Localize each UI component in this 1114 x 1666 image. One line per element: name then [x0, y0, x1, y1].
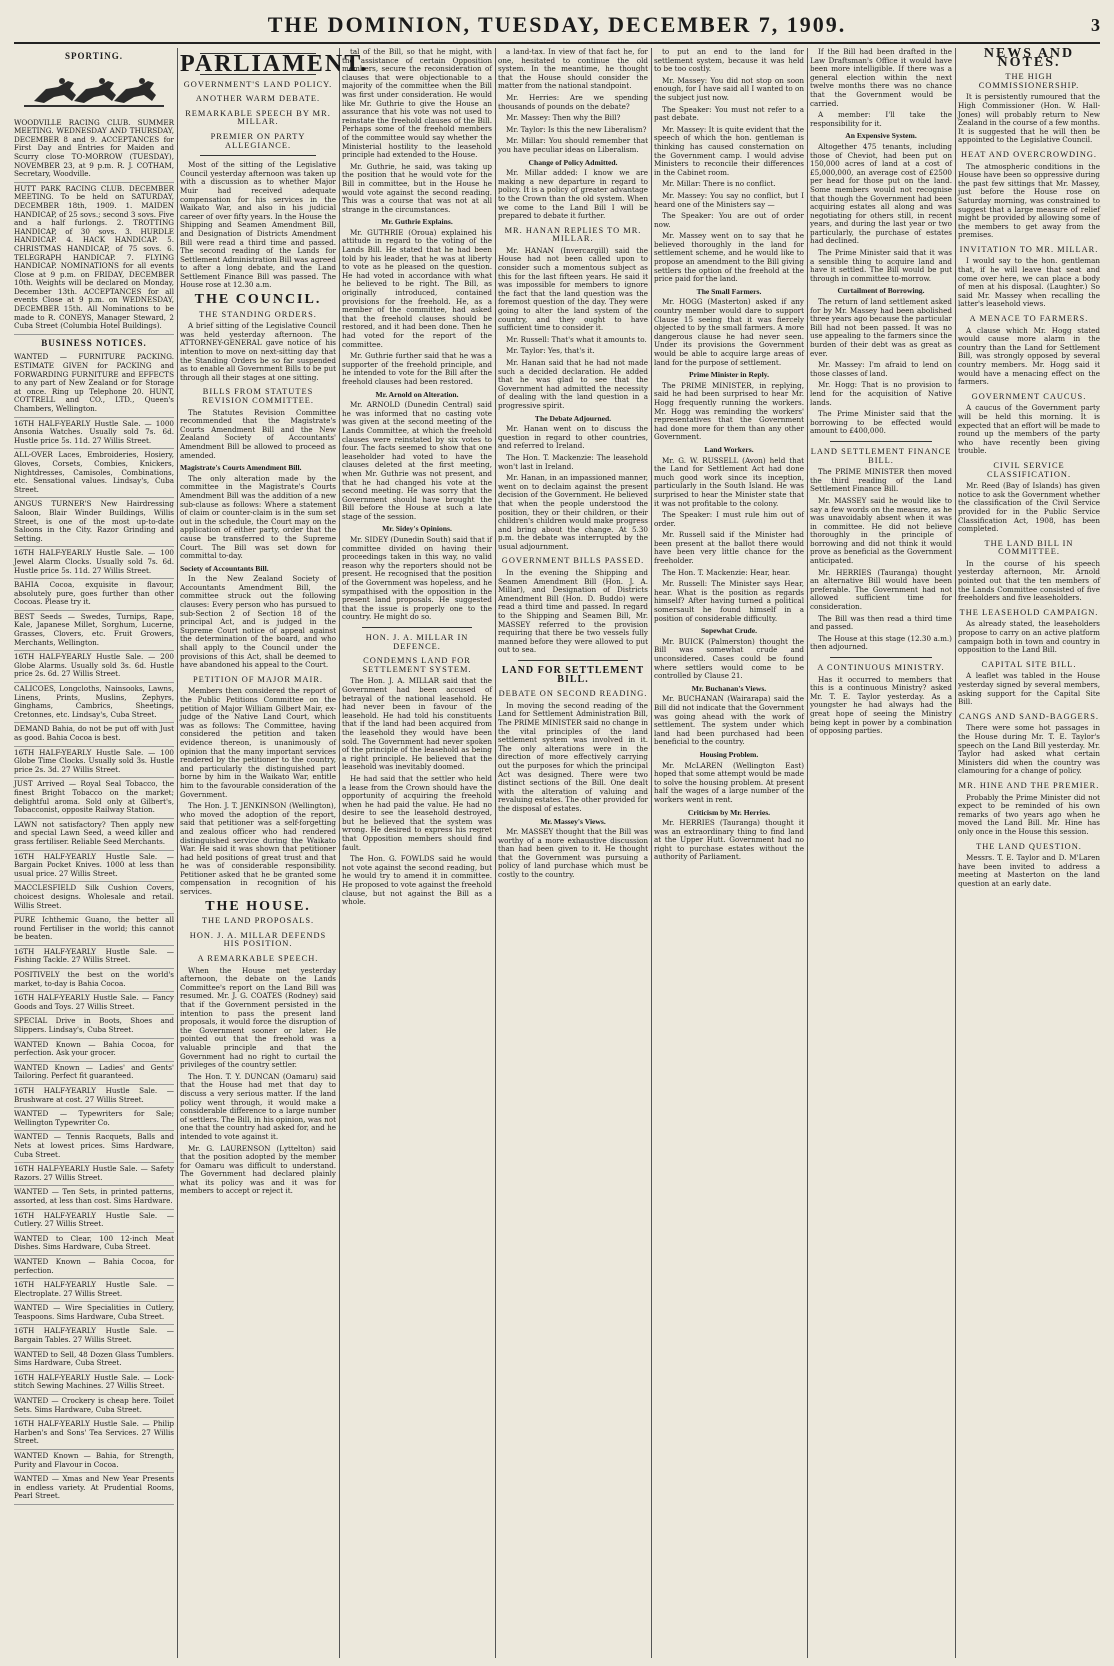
classified-ad: 16TH HALF-YEARLY Hustle Sale. — Lock-stitch Sewing Machines. 27 Willis Street.	[14, 1372, 174, 1395]
paragraph: The Bill was then read a third time and passed.	[810, 613, 952, 632]
subheading: Prime Minister in Reply.	[688, 370, 769, 380]
paragraph: Mr. Taylor: Is this the new Liberalism?	[506, 124, 647, 134]
divider	[830, 441, 932, 442]
subheading: Magistrate's Courts Amendment Bill.	[180, 463, 302, 473]
subheading: THE LAND QUESTION.	[976, 841, 1082, 851]
paragraph: Mr. HOGG (Masterton) asked if any country member would dare to support Clause 15 seeing that it was fiercely objected to by the small farmers. A more dangerous clause he had never seen. Under its provisions the Government would be able to acquire large areas of land for the purpose of settlement.	[654, 297, 804, 367]
classified-ad: ANGUS TURNER'S New Hairdressing Saloon, Blair Winder Buildings, Willis Street, is one of the most up-to-date Saloons in the City. Razor Grinding and Setting.	[14, 498, 174, 547]
house-heading: THE HOUSE.	[205, 898, 311, 914]
subheading: HEAT AND OVERCROWDING.	[960, 149, 1098, 159]
paragraph: Mr. Millar: There is no conflict.	[662, 179, 776, 189]
classified-ad: 16TH HALF-YEARLY Hustle Sale. — Cutlery. 27 Willis Street.	[14, 1210, 174, 1233]
news-notes-heading: NEWS AND NOTES.	[983, 46, 1075, 70]
paragraph: The Prime Minister said that the borrowing to be effected would amount to £400,000.	[810, 409, 952, 436]
paragraph: Mr. Taylor: Yes, that's it.	[506, 346, 595, 356]
paragraph: In the New Zealand Society of Accountants Amendment Bill, the committee struck out the following clauses: Every person who has pursued to sub-Section 2 of Section 18 of the principal Act, and is judged in the Supreme Court notice of appeal against the determination of the board, and who shall apply to the Council under the provisions of this Act, shall be deemed to have abandoned his appeal to the Court.	[180, 574, 336, 670]
furniture-packing-ad: WANTED — FURNITURE PACKING. ESTIMATE GIVEN for PACKING and FORWARDING FURNITURE and EFFECTS to any part of New Zealand or for Storage at once. Ring up Telephone 20. HUNT, COTTRELL and CO., LTD., Queen's Chambers, Wellington.	[14, 351, 174, 417]
classified-ad: WANTED Known — Bahia, for Strength, Purity and Flavour in Cocoa.	[14, 1450, 174, 1473]
paragraph: Mr. HERRIES (Tauranga) thought an alternative Bill would have been preferable. The Government had not allowed sufficient time for consideration.	[810, 567, 952, 612]
subheading: Land Workers.	[704, 444, 754, 454]
classified-ad: WANTED to Sell, 48 Dozen Glass Tumblers. Sims Hardware, Cuba Street.	[14, 1349, 174, 1372]
classified-ad: BAHIA Cocoa, exquisite in flavour, absolutely pure, goes further than other Cocoas. Please try it.	[14, 579, 174, 611]
classified-ad: 16TH HALF-YEARLY Hustle Sale. — Fishing Tackle. 27 Willis Street.	[14, 946, 174, 969]
section-heading-sporting: SPORTING.	[65, 51, 123, 61]
masthead	[14, 8, 1100, 44]
classified-ad: CALICOES, Longcloths, Nainsooks, Lawns, Linens, Prints, Muslins, Zephyrs, Ginghams, Cambrics, Sheetings, Cretonnes, etc. Lindsay's, Cuba Street.	[14, 683, 174, 723]
paragraph: Mr. Massey: It is quite evident that the speech of which the hon. gentleman is thinking has caused consternation on the Government camp. I would advise Ministers to reconcile their differences in the Cabinet room.	[654, 124, 804, 177]
paragraph: Mr. Hanan went on to discuss the question in regard to other countries, and referred to Ireland.	[498, 424, 648, 451]
column-3	[342, 48, 492, 1658]
paragraph: A clause which Mr. Hogg stated would cause more alarm in the country than the Land for Settlement Bill, was strongly opposed by several country members. Mr. Hogg said it would have a menacing effect on the farmers.	[958, 325, 1100, 387]
classified-ad: WANTED — Typewriters for Sale; Wellington Typewriter Co.	[14, 1108, 174, 1131]
classified-ad: 16TH HALF-YEARLY Hustle Sale. — 100 Globe Time Clocks. Usually sold 3s. Hustle price 2s. 3d. 27 Willis Street.	[14, 747, 174, 779]
subheading: ANOTHER WARM DEBATE.	[195, 94, 321, 104]
paragraph: In the evening the Shipping and Seamen Amendment Bill (Hon. J. A. Millar), and Designation of Districts Amendment Bill (Hon. D. Buddo) were read a third time and passed. In regard to the Shipping and Seamen Bill, Mr. MASSEY referred to the provision requiring that there be two vessels fully manned before they were allowed to put out to sea.	[498, 568, 648, 655]
subheading: The Debate Adjourned.	[534, 413, 612, 423]
classified-ad: 16TH HALF-YEARLY Hustle Sale. — 100 Jewel Alarm Clocks. Usually sold 7s. 6d. Hustle price 5s. 11d. 27 Willis Street.	[14, 547, 174, 579]
paragraph: A member: I'll take the responsibility for it.	[810, 110, 952, 128]
subheading: Curtailment of Borrowing.	[837, 286, 925, 296]
paragraph: Mr. Millar added: I know we are making a new departure in regard to policy. It is a policy of greater advantage to the Crown than the old system. When we come to the Land Bill I will be prepared to debate it further.	[498, 168, 648, 221]
section-heading-business: BUSINESS NOTICES.	[41, 337, 147, 348]
paragraph: The PRIME MINISTER then moved the third reading of the Land Settlement Finance Bill.	[810, 467, 952, 494]
paragraph: Mr. Massey: I'm afraid to lend on those classes of land.	[810, 360, 952, 378]
classified-ad: ALL-OVER Laces, Embroideries, Hosiery, Gloves, Corsets, Combies, Knickers, Nightdresses, Camisoles, Combinations, etc. Sensational values. Lindsay's, Cuba Street.	[14, 449, 174, 498]
paragraph: Mr. G. W. RUSSELL (Avon) held that the Land for Settlement Act had done much good work since its inception, particularly in the South Island. He was surprised to hear the Minister state that it was not profitable to the colony.	[654, 455, 804, 508]
paragraph: Mr. McLAREN (Wellington East) hoped that some attempt would be made to solve the housing problem. At present half the wages of a large number of the workers went in rent.	[654, 760, 804, 804]
paragraph: to put an end to the land for settlement system, because it was held to be too costly.	[654, 47, 804, 74]
column-1	[14, 48, 174, 1658]
paragraph: Mr. GUTHRIE (Oroua) explained his attitude in regard to the voting of the Lands Bill. He stated that he had been told by his leader, that he was at liberty to vote as he pleased on the question. He had voted in accordance with what he believed to be right. The Bill, as originally introduced, contained provisions for the freehold. He, as a member of the committee, had asked that the freehold clauses should be restored, and it had been done. Then he had voted for the report of the committee.	[342, 227, 492, 349]
classified-ad: SPECIAL Drive in Boots, Shoes and Slippers. Lindsay's, Cuba Street.	[14, 1015, 174, 1038]
paragraph: Mr. G. LAURENSON (Lyttelton) said that the position adopted by the member for Oamaru was difficult to understand. The Government had declared plainly what its policy was and it was for members to accept or reject it.	[180, 1143, 336, 1196]
subheading: CANGS AND SAND-BAGGERS.	[958, 711, 1100, 721]
classified-ad: 16TH HALF-YEARLY Hustle Sale. — Philip Harben's and Sons' Tea Services. 27 Willis Street.	[14, 1418, 174, 1450]
paragraph: Mr. HANAN (Invercargill) said the House had not been called upon to consider such a momentous subject as this for the last fifteen years. He said it was impossible for members to ignore the fact that the land question was the foremost question of the day. They were going to alter the land system of the country, and they ought to have sufficient time to consider it.	[498, 245, 648, 333]
paragraph: Mr. Guthrie further said that he was a supporter of the freehold principle, and he intended to vote for the Bill after the freehold clauses had been restored.	[342, 351, 492, 386]
subheading: Mr. Arnold on Alteration.	[375, 389, 459, 399]
subheading: A CONTINUOUS MINISTRY.	[817, 663, 945, 672]
subheading: CAPITAL SITE BILL.	[981, 659, 1077, 669]
paragraph: Mr. SIDEY (Dunedin South) said that if committee divided on having their proceedings taken in this way, no valid reason why the reporters should not be present. He recognised that the position of the Government was hopeless, and he sympathised with the opposition in the present land proposals. He suggested that the issue is properly one to the country. He might do so.	[342, 535, 492, 622]
paragraph: Mr. Reed (Bay of Islands) has given notice to ask the Government whether the classification of the Civil Service provided for in the Public Service Classification Act, 1908, has been completed.	[958, 481, 1100, 534]
newspaper-page	[14, 8, 1100, 1658]
paragraph: a land-tax. In view of that fact he, for one, hesitated to continue the old system. In the meantime, he thought that the House should consider the matter from the national standpoint.	[498, 47, 648, 91]
paragraph: The atmospheric conditions in the House have been so oppressive during the past few sittings that Mr. Massey, just before the House rose on Saturday morning, was constrained to suggest that a large measure of relief might be provided by allowing some of the members to get away from the premises.	[958, 161, 1100, 240]
subheading: THE HIGH COMMISSIONERSHIP.	[978, 72, 1080, 90]
subheading: HON. J. A. MILLAR DEFENDS HIS POSITION.	[189, 930, 327, 949]
subheading: Sopewhat Crude.	[700, 626, 758, 636]
classified-ad: WANTED Known — Bahia Cocoa, for perfection.	[14, 1256, 174, 1279]
paragraph: The Speaker: I must rule him out of order.	[654, 510, 804, 528]
subheading: Mr. Guthrie Explains.	[381, 217, 453, 227]
subheading: CIVIL SERVICE CLASSIFICATION.	[986, 460, 1072, 479]
subheading: MR. HINE AND THE PREMIER.	[958, 780, 1100, 790]
classified-ad: WANTED to Clear, 100 12-inch Meat Dishes. Sims Hardware, Cuba Street.	[14, 1233, 174, 1256]
paragraph: Most of the sitting of the Legislative Council yesterday afternoon was taken up with a discussion as to whether Major Muir had received adequate compensation for his services in the Waikato War, and also in his judicial career of over fifty years. In the House the Shipping and Seamen Amendment Bill, and Designation of Districts Amendment Bill were read a third time and passed. The second reading of the Lands for Settlement Administration Bill was agreed to after a long debate, and the Land Settlement Finance Bill was passed. The House rose at 12.30 a.m.	[180, 160, 336, 290]
subheading: Criticism by Mr. Herries.	[687, 807, 771, 817]
classified-ad: WANTED — Crockery is cheap here. Toilet Sets. Sims Hardware, Cuba Street.	[14, 1395, 174, 1418]
subheading: INVITATION TO MR. MILLAR.	[959, 244, 1099, 254]
classified-ad: POSITIVELY the best on the world's market, to-day is Bahia Cocoa.	[14, 969, 174, 992]
column-5	[654, 48, 804, 1658]
subheading: REMARKABLE SPEECH BY MR. MILLAR.	[185, 108, 331, 127]
paragraph: Mr. Russell said if the Minister had been present at the ballot there would have been very little chance for the freeholder.	[654, 530, 804, 566]
subheading: LAND FOR SETTLEMENT BILL.	[501, 665, 645, 685]
paragraph: Mr. Hogg: That is no provision to lend for the acquisition of Native lands.	[810, 380, 952, 407]
subheading: An Expensive System.	[845, 131, 917, 141]
paragraph: As already stated, the leaseholders propose to carry on an active platform campaign both in town and country in opposition to the Land Bill.	[958, 619, 1100, 655]
paragraph: Mr. MASSEY said he would like to say a few words on the measure, as he was unavoidably absent when it was in committee. He did not believe thoroughly in the principle of borrowing and did not think it would prove as beneficial as the Government anticipated.	[810, 495, 952, 566]
paragraph: A brief sitting of the Legislative Council was held yesterday afternoon. The ATTORNEY-GENERAL gave notice of his intention to move on next-sitting day that the Standing Orders be so far suspended as to enable all Government Bills to be put through all their stages at one sitting.	[180, 321, 336, 382]
subheading: THE LEASEHOLD CAMPAIGN.	[959, 607, 1099, 617]
paragraph: The Hon. J. T. JENKINSON (Wellington), who moved the adoption of the report, said that petitioner was a self-forgetting and zealous officer who had rendered distinguished service during the Waikato War. He said it was shown that petitioner had held positions of great trust and that he was of considerable responsibility. Petitioner asked that he be granted some compensation in recognition of his services.	[180, 801, 336, 897]
classified-ads	[14, 418, 174, 1505]
subheading: Change of Policy Admitted.	[528, 157, 618, 167]
subheading: GOVERNMENT'S LAND POLICY.	[183, 79, 333, 89]
paragraph: Mr. Guthrie, he said, was taking up the position that he would vote for the Bill in committee, but in the House he would vote against the second reading. This was a course that was not at all strange in the circumstances.	[342, 161, 492, 214]
paragraph: A leaflet was tabled in the House yesterday signed by several members, asking support for the Capital Site Bill.	[958, 671, 1100, 707]
column-2	[180, 48, 369, 1658]
paragraph: Mr. Hanan said that he had not made such a decided declaration. He added that he was glad to see that the Government had admitted the necessity of dealing with the land question in a progressive spirit.	[498, 358, 648, 410]
paragraph: Mr. Hanan, in an impassioned manner, went on to declaim against the present decision of the Government. He believed that when the people understood the position, they or their children, or their children's children would make progress and bring about the change. At 5.30 p.m. the debate was interrupted by the usual adjournment.	[498, 473, 648, 551]
subheading: The Small Farmers.	[696, 286, 762, 296]
subheading: GOVERNMENT CAUCUS.	[971, 391, 1087, 401]
subheading: BILLS FROM STATUTES REVISION COMMITTEE.	[201, 387, 315, 405]
paragraph: Mr. Millar: You should remember that you have peculiar ideas on Liberalism.	[498, 136, 648, 154]
classified-ad: 16TH HALF-YEARLY Hustle Sale. — Electroplate. 27 Willis Street.	[14, 1279, 174, 1302]
paragraph: tal of the Bill, so that he might, with the assistance of certain Opposition members, secure the reconsideration of clauses that were objectionable to a majority of the committee when the Bill was first under consideration. He would like Mr. Guthrie to give the House an assurance that his vote was not used to reinstate the freehold clauses of the Bill. Perhaps some of the freehold members of the committee would say whether the Ministerial hostility to the leasehold principle had extended to the House.	[342, 47, 492, 160]
page-number: 3	[1091, 14, 1100, 35]
paragraph: The only alteration made by the committee in the Magistrate's Courts Amendment Bill was the addition of a new sub-clause as follows: Where a statement of claim or counter-claim is in the sum set out in the schedule, the Court may on the application of either party, order that the cause be transferred to the Supreme Court. The Bill was set down for committal to-day.	[180, 473, 336, 561]
hutt-park-racing-ad: HUTT PARK RACING CLUB. DECEMBER MEETING. To be held on SATURDAY, DECEMBER 18th, 1909. 1. MAIDEN HANDICAP, of 25 sovs.; second 3 sovs. Five and a half furlongs. 2. TROTTING HANDICAP, of 30 sovs. 3. HURDLE HANDICAP. 4. HACK HANDICAP. 5. CHRISTMAS HANDICAP, of 75 sovs. 6. TELEGRAPH HANDICAP. 7. FLYING HANDICAP. NOMINATIONS for all events Close at 9 p.m. on FRIDAY, DECEMBER 10th. Weights will be declared on Monday, December 13th. ACCEPTANCES for all events Close at 9 p.m. on WEDNESDAY, DECEMBER 15th. All Nominations to be made to R. CONEYS, Manager Steward, 2 Cuba Street (Columbia Hotel Buildings).	[14, 183, 174, 335]
paragraph: Mr. Herries: Are we spending thousands of pounds on the debate?	[498, 92, 648, 111]
paragraph: The Prime Minister said that it was a sensible thing to acquire land and have it settled. The Bill would be put through in committee to-morrow.	[810, 248, 952, 283]
paragraph: The Hon. T. Mackenzie: Hear, hear.	[662, 567, 791, 577]
parliament-heading: PARLIAMENT.	[180, 51, 369, 77]
classified-ad: MACCLESFIELD Silk Cushion Covers, choicest designs. Wholesale and retail. Willis Street.	[14, 882, 174, 914]
subheading: A MENACE TO FARMERS.	[969, 314, 1089, 324]
classified-ad: WANTED Known — Ladies' and Gents' Tailoring. Perfect fit guaranteed.	[14, 1062, 174, 1085]
paragraph: Mr. Massey: You did not stop on soon enough, for I have said all I wanted to on the subject just now.	[654, 75, 804, 102]
classified-ad: WANTED — Ten Sets, in printed patterns, assorted, at less than cost. Sims Hardware.	[14, 1186, 174, 1209]
columns	[14, 48, 1100, 1658]
classified-ad: 16TH HALF-YEARLY Hustle Sale. — Fancy Goods and Toys. 27 Willis Street.	[14, 992, 174, 1015]
subheading: Mr. Sidey's Opinions.	[382, 524, 452, 534]
paragraph: When the House met yesterday afternoon, the debate on the Lands Committee's report on the Land Bill was resumed. Mr. J. G. COATES (Rodney) said that if the Government persisted in the intention to pass the present land proposals, it would force the disruption of the Government sooner or later. He pointed out that the freehold was a valuable principle and that the Government had no right to curtail the privileges of the country settler.	[180, 965, 336, 1070]
classified-ad: 16TH HALF-YEARLY Hustle Sale. — Bargain Tables. 27 Willis Street.	[14, 1325, 174, 1348]
paragraph: A caucus of the Government party will be held this morning. It is expected that an effort will be made to round up the members of the party who have recently been giving trouble.	[958, 403, 1100, 456]
paragraph: Members then considered the report of the Public Petitions Committee on the petition of Major William Gilbert Mair, ex-judge of the Native Land Court, which was as follows: The Committee, having considered the petition and taken evidence thereon, is unanimously of opinion that the many important services rendered by the petitioner to the country, and particularly the distinguished part borne by him in the Waikato War, entitle him to the favourable consideration of the Government.	[180, 686, 336, 799]
paragraph: The Statutes Revision Committee recommended that the Magistrate's Courts Amendment Bill and the New Zealand Society of Accountants' Amendment Bill be allowed to proceed as amended.	[180, 407, 336, 460]
woodville-racing-ad: WOODVILLE RACING CLUB. SUMMER MEETING. WEDNESDAY AND THURSDAY, DECEMBER 8 and 9. ACCEPTANCES for First Day and Entries for Maiden and Scurry close TO-MORROW (TUESDAY), NOVEMBER 23, at 9 p.m. R. J. COTHAM, Secretary, Woodville.	[14, 117, 174, 183]
classified-ad: 16TH HALF-YEARLY Hustle Sale. — Safety Razors. 27 Willis Street.	[14, 1163, 174, 1186]
paragraph: The Speaker: You are out of order now.	[654, 211, 804, 229]
paragraph: Mr. BUICK (Palmerston) thought the Bill was somewhat crude and unconsidered. Cases could be found where settlers would come to be controlled by Clause 21.	[654, 636, 804, 681]
divider	[518, 660, 628, 661]
classified-ad: JUST Arrived — Royal Seal Tobacco, the finest Bright Tobacco on the market; delightful aroma. Sold only at Gilbert's, Tobacconist, opposite Railway Station.	[14, 778, 174, 818]
subheading: CONDEMNS LAND FOR SETTLEMENT SYSTEM.	[362, 656, 472, 674]
racing-horses-icon	[24, 65, 164, 113]
paragraph: The Hon. T. Mackenzie: The leasehold won't last in Ireland.	[498, 452, 648, 471]
paragraph: If the Bill had been drafted in the Law Draftsman's Office it would have been more intelligible. If there was a general election within the next twelve months there was no chance that the Government would be carried.	[810, 47, 952, 108]
subheading: THE STANDING ORDERS.	[199, 309, 317, 319]
paragraph: Mr. Massey: Then why the Bill?	[506, 113, 621, 123]
paragraph: I would say to the hon. gentleman that, if he will leave that seat and come over here, we can place a body of men at his disposal. (Laughter.) So said Mr. Massey when recalling the latter's leasehold views.	[958, 256, 1100, 309]
paragraph: Mr. ARNOLD (Dunedin Central) said he was informed that no casting vote was given at the second meeting of the Lands Committee, at which the freehold clauses were reinstated by six votes to four. The facts seemed to show that one leaseholder had voted to have the clauses deleted at the first meeting, when Mr. Guthrie was not present, and that he had changed his vote at the second meeting. He was sorry that the Government should have brought the Bill before the House at such a late stage of the session.	[342, 400, 492, 521]
divider	[200, 155, 316, 156]
subheading: MR. HANAN REPLIES TO MR. MILLAR.	[504, 225, 642, 244]
paragraph: There were some hot passages in the House during Mr. T. E. Taylor's speech on the Land Bill yesterday. Mr. Taylor had asked what certain Ministers did when the country was clamouring for a change of policy.	[958, 723, 1100, 776]
subheading: A REMARKABLE SPEECH.	[197, 954, 319, 964]
classified-ad: PURE Ichthemic Guano, the better all round Fertiliser in the world; this cannot be beaten.	[14, 914, 174, 946]
subheading: HON. J. A. MILLAR IN DEFENCE.	[365, 633, 469, 651]
paragraph: Has it occurred to members that this is a continuous Ministry? asked Mr. T. E. Taylor yesterday. As a youngster he had always had the great hope of seeing the Ministry being kept in power by a combination of opposing parties.	[810, 674, 952, 736]
paragraph: Mr. MASSEY thought that the Bill was worthy of a more exhaustive discussion than had been given to it. He thought that the Government was pursuing a policy of land purchase which must be costly to the country.	[498, 827, 648, 880]
subheading: GOVERNMENT BILLS PASSED.	[501, 556, 645, 566]
classified-ad: 16TH HALF-YEARLY Hustle Sale. — Brushware at cost. 27 Willis Street.	[14, 1085, 174, 1108]
subheading: THE LAND PROPOSALS.	[201, 916, 315, 926]
classified-ad: BEST Seeds — Swedes, Turnips, Rape, Kale, Japanese Millet, Sorghum, Lucerne, Grasses, Clovers, etc. Fruit Growers, Merchants, Wellington.	[14, 611, 174, 651]
subheading: Housing Problem.	[699, 749, 759, 759]
paragraph: Mr. Russell: That's what it amounts to.	[506, 334, 647, 344]
subheading: Mr. Massey's Views.	[540, 816, 606, 826]
subheading: DEBATE ON SECOND READING.	[498, 689, 648, 699]
paragraph: Mr. HERRIES (Tauranga) thought it was an extraordinary thing to find land at the Upper Hutt. Government had no right to purchase estates without the authority of Parliament.	[654, 818, 804, 862]
classified-ad: DEMAND Bahia, do not be put off with Just as good. Bahia Cocoa is best.	[14, 723, 174, 746]
paragraph: In the course of his speech yesterday afternoon, Mr. Arnold pointed out that the ten members of the Lands Committee consisted of five freeholders and five leaseholders.	[958, 558, 1100, 603]
subheading: Society of Accountants Bill.	[180, 563, 269, 573]
classified-ad: WANTED Known — Bahia Cocoa, for perfection. Ask your grocer.	[14, 1039, 174, 1062]
paragraph: Messrs. T. E. Taylor and D. M'Laren have been invited to address a meeting at Masterton on the land question at an early date.	[958, 853, 1100, 888]
classified-ad: 16TH HALF-YEARLY Hustle Sale. — 200 Globe Alarms. Usually sold 3s. 6d. Hustle price 2s. 6d. 27 Willis Street.	[14, 651, 174, 683]
divider	[362, 627, 472, 628]
column-4	[498, 48, 648, 1658]
classified-ad: WANTED — Tennis Racquets, Balls and Nets at lowest prices. Sims Hardware, Cuba Street.	[14, 1131, 174, 1163]
subheading: Mr. Buchanan's Views.	[691, 683, 767, 693]
paragraph: The Speaker: You must not refer to a past debate.	[654, 104, 804, 123]
subheading: THE LAND BILL IN COMMITTEE.	[984, 538, 1074, 557]
paragraph: The Hon. T. Y. DUNCAN (Oamaru) said that the House had met that day to discuss a very serious matter. If the land policy went through, it would make a considerable difference to a large number of settlers. The Bill, in his opinion, was not one that the country had asked for, and he intended to vote against it.	[180, 1071, 336, 1141]
classified-ad: LAWN not satisfactory? Then apply new and special Lawn Seed, a weed killer and grass fertiliser. Reliable Seed Merchants.	[14, 819, 174, 851]
paragraph: Mr. BUCHANAN (Wairarapa) said the Bill did not indicate that the Government was going ahead with the work of settlement. The system under which land had been purchased had been beneficial to the country.	[654, 694, 805, 747]
paragraph: Mr. Russell: The Minister says Hear, hear. What is the position as regards himself? After having turned a political somersault he found himself in a position of considerable difficulty.	[654, 579, 804, 623]
masthead-title: THE DOMINION, TUESDAY, DECEMBER 7, 1909.	[267, 12, 847, 37]
classified-ad: WANTED — Xmas and New Year Presents in endless variety. At Prudential Rooms, Pearl Street.	[14, 1473, 174, 1505]
subheading: PETITION OF MAJOR MAIR.	[192, 674, 324, 684]
column-7	[958, 48, 1100, 1658]
divider	[830, 657, 932, 658]
paragraph: It is persistently rumoured that the High Commissioner (Hon. W. Hall-Jones) will probably return to New Zealand in the course of a few months. It is suggested that he will then be appointed to the Legislative Council.	[958, 92, 1100, 145]
paragraph: The House at this stage (12.30 a.m.) then adjourned.	[810, 633, 952, 652]
subheading: LAND SETTLEMENT FINANCE BILL.	[810, 446, 952, 465]
paragraph: Mr. Massey went on to say that he believed thoroughly in the land for settlement scheme, and he would like to propose an amendment to the Bill giving settlers the option of the freehold at the price paid for the land.	[654, 231, 804, 284]
paragraph: In moving the second reading of the Land for Settlement Administration Bill, The PRIME MINISTER said no change in the vital principles of the land settlement system was involved in it. The only alterations were in the direction of more effectively carrying out the purposes for which the principal Act was designed. There were two distinct sections of the Bill. One dealt with the alteration of valuing and revaluing estates. The other provided for the disposal of estates.	[498, 700, 648, 813]
classified-ad: 16TH HALF-YEARLY Hustle Sale. — 1000 Ansonia Watches. Usually sold 7s. 6d. Hustle price 5s. 11d. 27 Willis Street.	[14, 418, 174, 450]
column-6	[810, 48, 952, 1658]
paragraph: The PRIME MINISTER, in replying, said he had been surprised to hear Mr. Hogg frequently running the workers. Mr. Hogg was reminding the workers' representatives that the Government had done more for them than any other Government.	[654, 380, 804, 442]
subheading: PREMIER ON PARTY ALLEGIANCE.	[210, 131, 306, 150]
classified-ad: 16TH HALF-YEARLY Hustle Sale. — Bargain Pocket Knives. 1000 at less than usual price. 27 Willis Street.	[14, 851, 174, 883]
paragraph: Altogether 475 tenants, including those of Cheviot, had been put on 150,000 acres of land at a cost of £5,000,000, an average cost of £2500 per head for those put on the land. Some members would not recognise that though the Government had been acquiring estates all along and was negotiating for others still, in recent years, and during the last year or two particularly, the purchase of estates had declined.	[810, 141, 952, 246]
classified-ad: WANTED — Wire Specialities in Cutlery, Teaspoons. Sims Hardware, Cuba Street.	[14, 1302, 174, 1325]
paragraph: The return of land settlement asked for by Mr. Massey had been abolished three years ago because the particular Bill had not been passed. It was no use appealing to the farmers since the burden of their debt was as great as ever.	[810, 297, 952, 358]
paragraph: The Hon. G. FOWLDS said he would not vote against the second reading, but he would try to amend it in committee. He proposed to vote against the freehold clause, but not against the Bill as a whole.	[342, 854, 492, 907]
council-heading: THE COUNCIL.	[194, 292, 322, 308]
paragraph: He had said that the settler who held a lease from the Crown should have the opportunity of acquiring the freehold when he had paid the value. He had no desire to see the leasehold destroyed, but he believed that the system was wrong. He desired to express his regret that Opposition members should find fault.	[342, 773, 492, 852]
paragraph: Probably the Prime Minister did not expect to be reminded of his own remarks of two years ago when he moved the Land Bill. Mr. Hine has only once in the House this session.	[958, 792, 1100, 836]
paragraph: The Hon. J. A. MILLAR said that the Government had been accused of betrayal of the national leasehold. He had never been in favour of the leasehold. He had told his constituents that if the land had been acquired from the leasehold they would have been sold. The Government had never spoken of the principle of the leasehold as being a right principle. He believed that the leasehold was inevitably doomed.	[342, 676, 492, 772]
paragraph: Mr. Massey: You say no conflict, but I heard one of the Ministers say —	[654, 190, 804, 209]
